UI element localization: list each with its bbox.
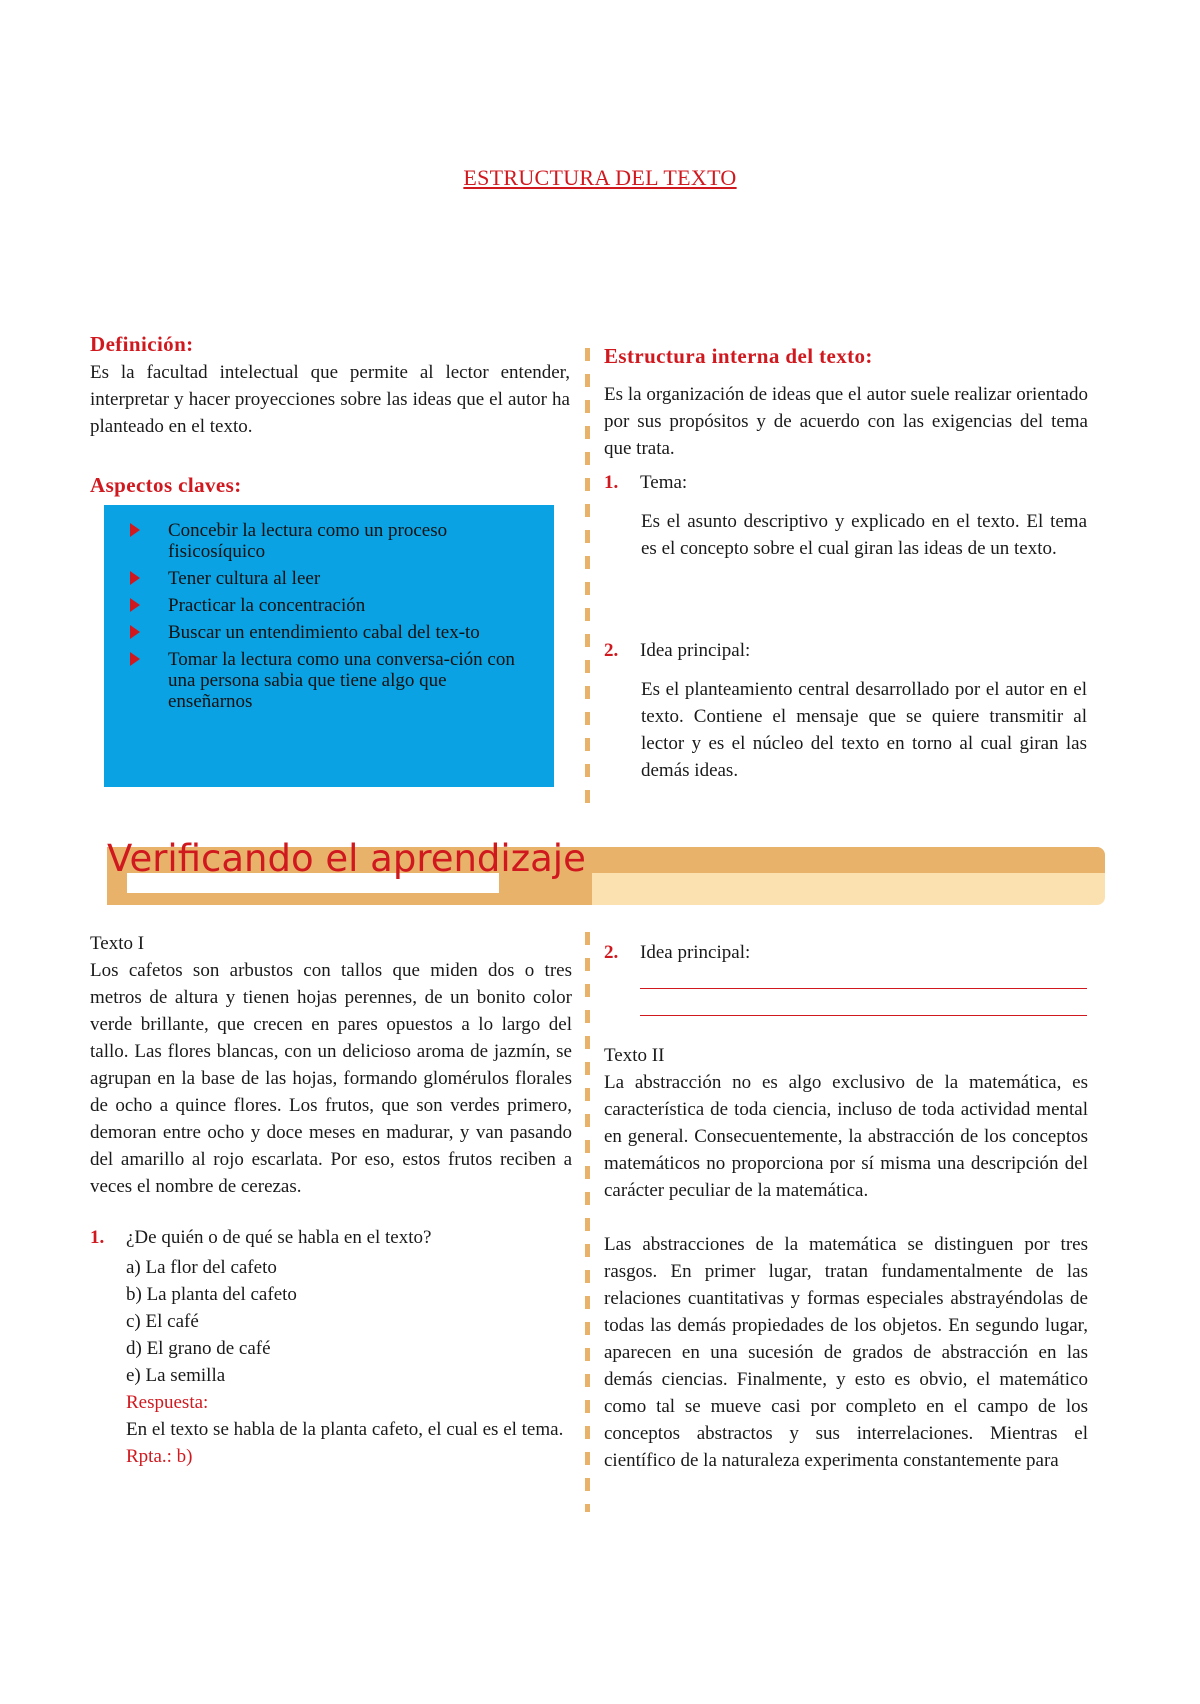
answer-line — [640, 1015, 1087, 1016]
bullet-icon — [130, 598, 140, 612]
option-e: e) La semilla — [126, 1365, 226, 1386]
page-title: ESTRUCTURA DEL TEXTO — [463, 165, 737, 190]
options-list — [126, 1254, 576, 1470]
rpta: Rpta.: b) — [126, 1446, 193, 1467]
item-idea-principal: 2. Idea principal: — [604, 640, 751, 661]
bullet-icon — [130, 571, 140, 585]
section-banner — [107, 837, 1105, 909]
list-item: Practicar la concentración — [130, 595, 530, 616]
option-a: a) La flor del cafeto — [126, 1257, 277, 1278]
texto1-body: Los cafetos son arbustos con tallos que miden dos o tres metros de altura y tienen hojas perennes, de un bonito color verde brillante, que crecen en pares opuestos a lo largo del tallo. Las flores blancas, con un delicioso aroma de jazmín, se agrupan en la base de las hojas, formando glomérulos florales de ocho a quince flores. Los frutos, que son verdes primero, demoran entre ocho y doce meses en madurar, y van pasando del amarillo al rojo escarlata. Por eso, estos frutos reciben a veces el nombre de cerezas. — [90, 960, 572, 1197]
question-2: 2. Idea principal: — [604, 942, 751, 963]
texto2-p2: Las abstracciones de la matemática se distinguen por tres rasgos. En primer lugar, tratan fundamentalmente de las relaciones cuantitativas y formas especiales abstrayéndolas de todas las demás propiedades de los objetos. En segundo lugar, aparecen en una sucesión de grados de abstracción en las demás ciencias. Finalmente, y esto es obvio, el matemático como tal se mueve casi por completo en el campo de los conceptos abstractos y sus interrelaciones. Mientras el científico de la naturaleza experimenta constantemente para — [604, 1234, 1088, 1471]
question-1: 1. ¿De quién o de qué se habla en el texto? — [90, 1227, 432, 1248]
respuesta-text: En el texto se habla de la planta cafeto, el cual es el tema. — [126, 1419, 564, 1440]
texto2-label: Texto II — [604, 1045, 665, 1066]
estructura-text: Es la organización de ideas que el autor suele realizar orientado por sus propósitos y de acuerdo con las exigencias del tema que trata. — [604, 384, 1088, 459]
definicion-heading: Definición: — [90, 332, 194, 356]
option-c: c) El café — [126, 1311, 199, 1332]
column-divider-bottom — [585, 932, 590, 1512]
texto1-label: Texto I — [90, 933, 145, 954]
respuesta-label: Respuesta: — [126, 1392, 209, 1413]
option-d: d) El grano de café — [126, 1338, 271, 1359]
item-tema: 1. Tema: — [604, 472, 688, 493]
estructura-heading: Estructura interna del texto: — [604, 344, 873, 368]
bullet-icon — [130, 625, 140, 639]
banner-title: Verificando el aprendizaje — [107, 837, 586, 880]
definicion-text: Es la facultad intelectual que permite al lector entender, interpretar y hacer proyecciones sobre las ideas que el autor ha planteado en el texto. — [90, 362, 570, 437]
option-b: b) La planta del cafeto — [126, 1284, 297, 1305]
tema-text: Es el asunto descriptivo y explicado en el texto. El tema es el concepto sobre el cual giran las ideas de un texto. — [641, 511, 1087, 559]
bullet-icon — [130, 652, 140, 666]
aspectos-heading: Aspectos claves: — [90, 473, 242, 497]
list-item: Tomar la lectura como una conversa-ción con una persona sabia que tiene algo que enseñarnos — [130, 649, 530, 712]
texto2-p1: La abstracción no es algo exclusivo de la matemática, es característica de toda ciencia, incluso de toda actividad mental en general. Consecuentemente, la abstracción de los conceptos matemáticos no proporciona por sí misma una descripción del carácter peculiar de la matemática. — [604, 1072, 1088, 1201]
list-item: Concebir la lectura como un proceso fisicosíquico — [130, 520, 530, 562]
aspectos-list — [130, 520, 530, 718]
column-divider — [585, 348, 590, 810]
idea-principal-text: Es el planteamiento central desarrollado por el autor en el texto. Contiene el mensaje que se quiere transmitir al lector y es el núcleo del texto en torno al cual giran las demás ideas. — [641, 679, 1087, 781]
list-item: Tener cultura al leer — [130, 568, 530, 589]
bullet-icon — [130, 523, 140, 537]
list-item: Buscar un entendimiento cabal del tex-to — [130, 622, 530, 643]
answer-line — [640, 988, 1087, 989]
